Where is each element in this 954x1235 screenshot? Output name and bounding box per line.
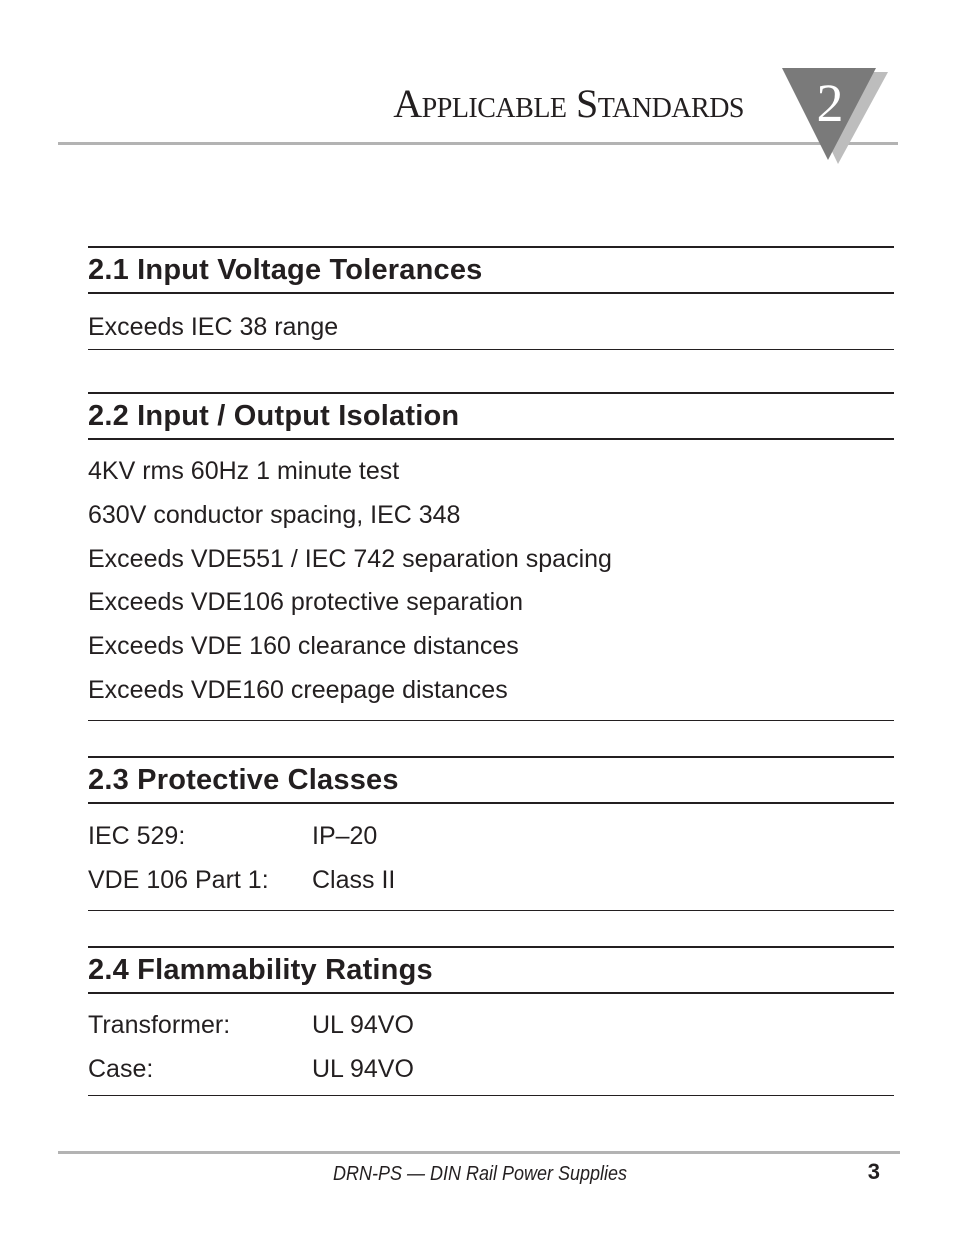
section-title: 2.3 Protective Classes: [88, 758, 894, 804]
section-body: [88, 440, 894, 721]
spec-line: Exceeds IEC 38 range: [88, 313, 339, 341]
spec-label: IEC 529:: [88, 822, 186, 850]
spec-line: Exceeds VDE551 / IEC 742 separation spacing: [88, 544, 612, 573]
spec-label: Case:: [88, 1054, 154, 1083]
section-isolation: [88, 392, 894, 721]
spec-label: VDE 106 Part 1:: [88, 865, 269, 894]
section-title: 2.2 Input / Output Isolation: [88, 394, 894, 440]
header-rule: [58, 142, 898, 145]
chapter-title: Applicable Standards: [393, 81, 744, 126]
page-number: 3: [867, 1159, 880, 1184]
spec-value: Class II: [312, 865, 396, 894]
spec-line: Exceeds VDE160 creepage distances: [88, 675, 508, 704]
spec-row: [88, 859, 894, 903]
footer-title: DRN-PS — DIN Rail Power Supplies: [332, 1163, 628, 1185]
section-body: [88, 804, 894, 911]
spec-value: IP–20: [312, 822, 378, 850]
spec-label: Transformer:: [88, 1011, 231, 1039]
section-body: [88, 294, 894, 350]
spec-row: [88, 1004, 894, 1048]
spec-row: [88, 815, 894, 859]
section-title: 2.1 Input Voltage Tolerances: [88, 248, 894, 294]
spec-value: UL 94VO: [312, 1011, 414, 1039]
footer-rule: [58, 1151, 900, 1154]
section-body: [88, 994, 894, 1096]
section-input-voltage: [88, 246, 894, 350]
chapter-number: 2: [816, 73, 844, 133]
section-flammability: [88, 946, 894, 1096]
spec-value: UL 94VO: [312, 1054, 414, 1083]
section-protective-classes: [88, 756, 894, 911]
spec-line: 4KV rms 60Hz 1 minute test: [88, 457, 400, 485]
section-title: 2.4 Flammability Ratings: [88, 948, 894, 994]
spec-line: Exceeds VDE 160 clearance distances: [88, 632, 519, 661]
spec-line: Exceeds VDE106 protective separation: [88, 588, 523, 617]
spec-line: 630V conductor spacing, IEC 348: [88, 500, 461, 529]
spec-row: [88, 1048, 894, 1092]
